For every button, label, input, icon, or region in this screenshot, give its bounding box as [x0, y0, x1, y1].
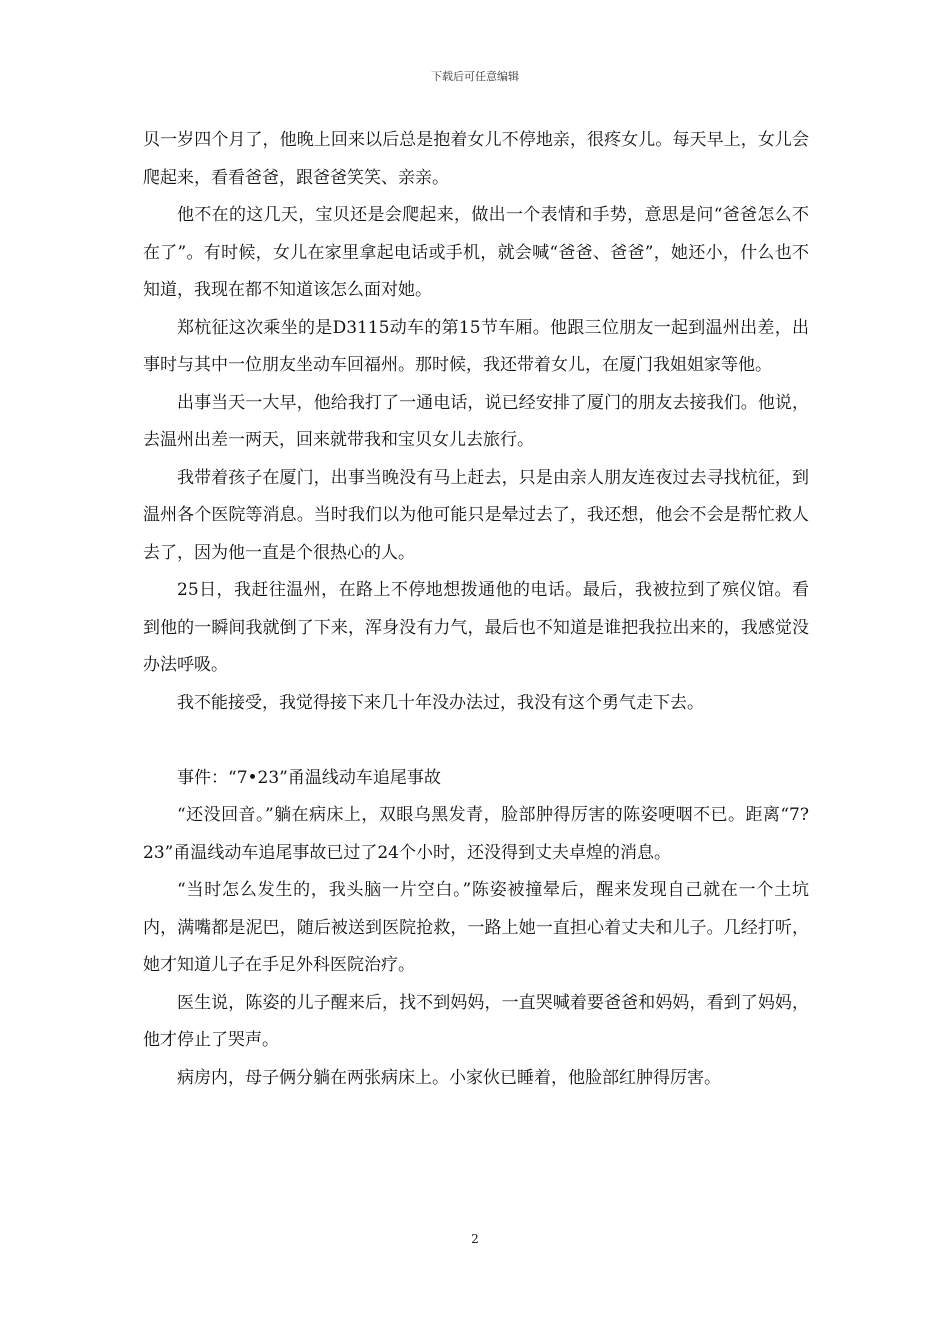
paragraph-10: 医生说，陈姿的儿子醒来后，找不到妈妈，一直哭喊着要爸爸和妈妈，看到了妈妈，他才停止了哭声。	[143, 992, 809, 1050]
document-body	[143, 122, 809, 1097]
paragraph-1: 贝一岁四个月了，他晚上回来以后总是抱着女儿不停地亲，很疼女儿。每天早上，女儿会爬起来，看看爸爸，跟爸爸笑笑、亲亲。	[143, 130, 809, 188]
event-heading: 事件：“7•23”甬温线动车追尾事故	[177, 767, 441, 788]
paragraph-7: 我不能接受，我觉得接下来几十年没办法过，我没有这个勇气走下去。	[177, 692, 704, 713]
paragraph-4: 出事当天一大早，他给我打了一通电话，说已经安排了厦门的朋友去接我们。他说，去温州出差一两天，回来就带我和宝贝女儿去旅行。	[143, 392, 809, 450]
page-number: 2	[471, 1232, 479, 1246]
paragraph-5: 我带着孩子在厦门，出事当晚没有马上赶去，只是由亲人朋友连夜过去寻找杭征，到温州各个医院等消息。当时我们以为他可能只是晕过去了，我还想，他会不会是帮忙救人去了，因为他一直是个很热心的人。	[143, 467, 809, 563]
paragraph-2: 他不在的这几天，宝贝还是会爬起来，做出一个表情和手势，意思是问“爸爸怎么不在了”。有时候，女儿在家里拿起电话或手机，就会喊“爸爸、爸爸”，她还小，什么也不知道，我现在都不知道该怎么面对她。	[143, 205, 809, 300]
page-header: 下载后可任意编辑	[431, 70, 519, 83]
blank-line	[143, 722, 809, 760]
paragraph-11: 病房内，母子俩分躺在两张病床上。小家伙已睡着，他脸部红肿得厉害。	[177, 1067, 721, 1088]
paragraph-3: 郑杭征这次乘坐的是D3115动车的第15节车厢。他跟三位朋友一起到温州出差，出事时与其中一位朋友坐动车回福州。那时候，我还带着女儿，在厦门我姐姐家等他。	[143, 317, 809, 375]
paragraph-8: “还没回音。”躺在病床上，双眼乌黑发青，脸部肿得厉害的陈姿哽咽不已。距离“7?23”甬温线动车追尾事故已过了24个小时，还没得到丈夫卓煌的消息。	[143, 805, 809, 863]
paragraph-6: 25日，我赶往温州，在路上不停地想拨通他的电话。最后，我被拉到了殡仪馆。看到他的一瞬间我就倒了下来，浑身没有力气，最后也不知道是谁把我拉出来的，我感觉没办法呼吸。	[143, 580, 809, 675]
paragraph-9: “当时怎么发生的，我头脑一片空白。”陈姿被撞晕后，醒来发现自己就在一个土坑内，满嘴都是泥巴，随后被送到医院抢救，一路上她一直担心着丈夫和儿子。几经打听，她才知道儿子在手足外科医院治疗。	[143, 880, 809, 975]
